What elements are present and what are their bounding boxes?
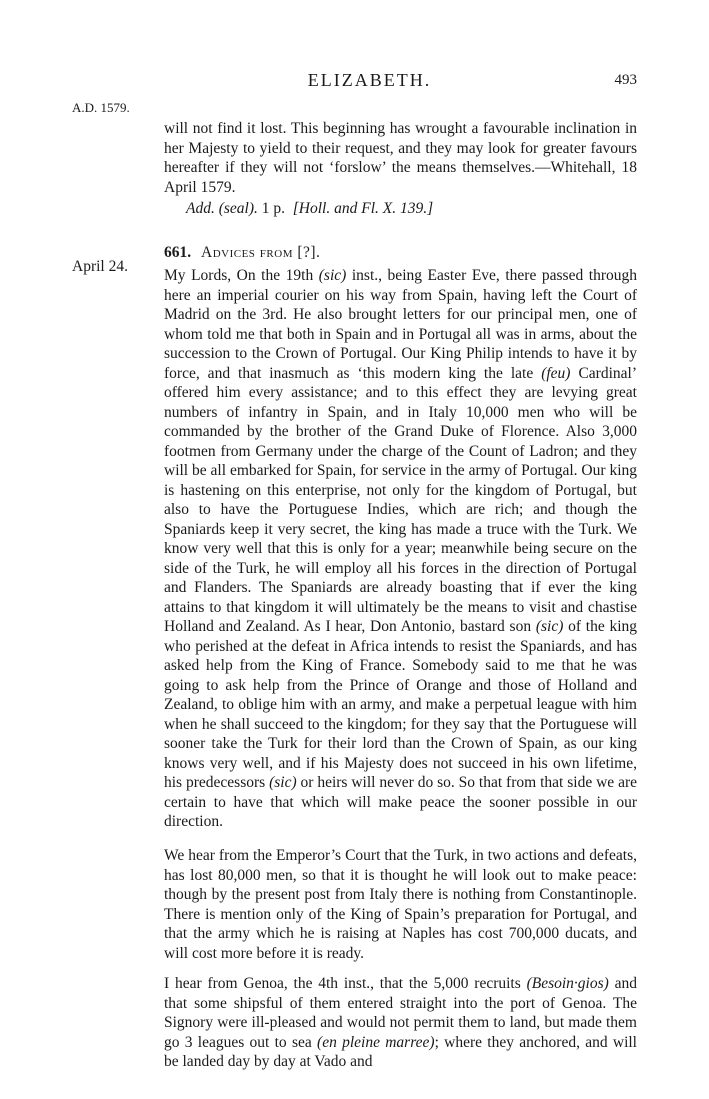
p3-text-b: and that some shipsful of them entered straight into the port of Genoa. The Signory were ill-pleased and would not permit them to land, but made them go 3 leagues out to sea: [164, 975, 637, 1051]
p1-text-a: My Lords, On the 19th: [164, 267, 319, 284]
ref-seal: (seal).: [218, 200, 258, 217]
entry-number: 661.: [164, 244, 192, 261]
p1-text-d: of the king who perished at the defeat in Africa intends to resist the Spaniards, and has asked help from the King of France. Somebody said to me that he was going to ask help from the Prince of Orange and those of Holland and Zealand, to oblige him with an army, and make a perpetual league with him when he shall succeed to the kingdom; for they say that the Portuguese will sooner take the Turk for their lord than the Crown of Spain, as our king knows very well, and if his Majesty does not succeed in his own lifetime, his predecessors: [164, 618, 637, 791]
margin-date: April 24.: [72, 258, 128, 275]
margin-year: A.D. 1579.: [72, 100, 130, 115]
p3-text-c: ; where they anchored, and will be landed day by day at Vado and: [164, 1033, 637, 1070]
p1-feu: (feu): [541, 364, 571, 382]
ref-source: [Holl. and Fl. X. 139.]: [292, 200, 434, 217]
ref-add: Add.: [186, 200, 215, 217]
paragraph-3: [164, 974, 637, 1072]
paragraph-1: [164, 266, 637, 832]
p1-sic-1: (sic): [318, 267, 347, 284]
page-number: 493: [614, 72, 637, 88]
p1-text-e: or heirs will never do so. So that from that side we are certain to have that which will make peace the sooner possible in our direction.: [164, 774, 637, 830]
ref-pages: 1 p.: [261, 200, 286, 217]
running-head: [0, 70, 709, 94]
running-title: ELIZABETH.: [307, 70, 432, 90]
p3-besoingios: (Besoin·gios): [526, 975, 609, 992]
continuation-text: will not find it lost. This beginning has wrought a favourable inclination in her Majesty to yield to their request, and they may look for greater favours hereafter if they will not ‘forslow’ the means themselves.—Whitehall, 18 April 1579.: [164, 120, 637, 196]
p1-sic-2: (sic): [535, 618, 564, 635]
p3-text-a: I hear from Genoa, the 4th inst., that the 5,000 recruits: [164, 975, 527, 992]
paragraph-2: [164, 846, 637, 963]
p1-sic-3: (sic): [269, 774, 297, 791]
reference-line: [164, 200, 637, 218]
p1-text-c: Cardinal’ offered him every assistance; and to this effect they are levying great numbers of infantry in Spain, and in Italy 10,000 men who will be commanded by the brother of the Grand Duke of Florence. Also 3,000 footmen from Germany under the charge of the Count of Ladron; and they will be all embarked for Spain, for service in the army of Portugal. Our king is hastening on this enterprise, not only for the kingdom of Portugal, but also to have the Portuguese Indies, which are rich; and though the Spaniards keep it very secret, the king has made a truce with the Turk. We know very well that this is only for a year; meanwhile being secure on the side of the Turk, he will employ all his forces in the direction of Portugal and Flanders. The Spaniards are already boasting that if ever the king attains to that kingdom it will ultimately be the means to visit and chastise Holland and Zealand. As I hear, Don Antonio, bastard son: [164, 364, 637, 635]
p3-en-pleine-marree: (en pleine marree): [317, 1033, 435, 1051]
p1-text-b: inst., being Easter Eve, there passed through here an imperial courier on his way from Spain, having left the Court of Madrid on the 3rd. He also brought letters for our principal men, one of whom told me that both in Spain and in Portugal all was in arms, about the succession to the Crown of Portugal. Our King Philip intends to have it by force, and that inasmuch as ‘this modern king the late: [164, 267, 637, 382]
entry-title: Advices from [?].: [201, 244, 321, 261]
entry-heading: [164, 244, 637, 262]
continuation-paragraph: [164, 119, 637, 197]
p2-text: We hear from the Emperor’s Court that the Turk, in two actions and defeats, has lost 80,000 men, so that it is thought he will look out to make peace: though by the present post from Italy there is nothing from Constantinople. There is mention only of the King of Spain’s preparation for Portugal, and that the army which he is raising at Naples has cost 700,000 ducats, and will cost more before it is ready.: [164, 847, 637, 962]
